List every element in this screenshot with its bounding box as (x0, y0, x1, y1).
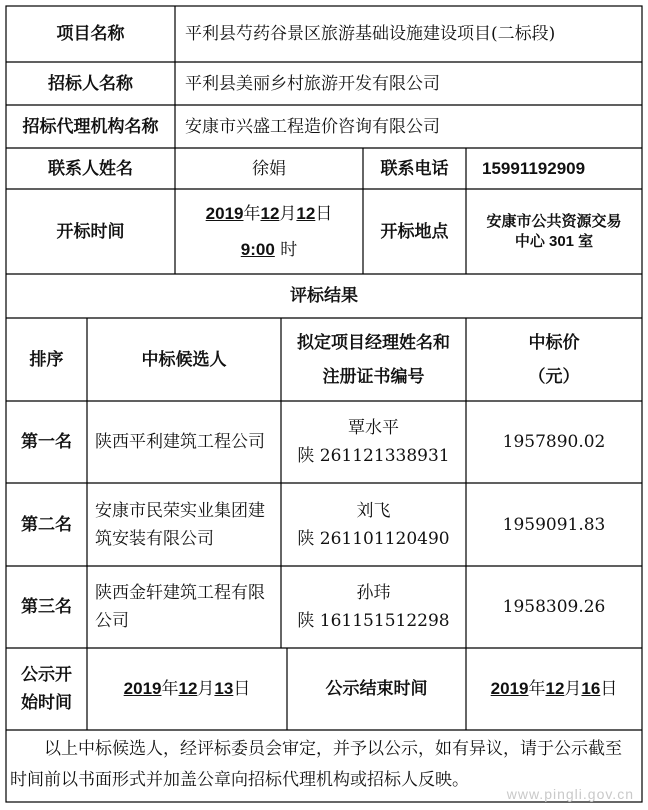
contact-value: 徐娟 (252, 158, 286, 179)
unit-day: 日 (315, 203, 333, 224)
manager-3-cert: 陕 161151512298 (297, 611, 450, 631)
manager-1-cert: 陕 261121338931 (297, 446, 450, 466)
manager-3 (281, 566, 466, 648)
publicity-end-value (466, 648, 642, 730)
tenderer-value: 平利县美丽乡村旅游开发有限公司 (185, 73, 440, 94)
price-2: 1959091.83 (502, 514, 606, 535)
header-rank: 排序 (29, 349, 64, 370)
unit-year: 年 (243, 203, 261, 224)
manager-1-name: 覃水平 (348, 418, 399, 438)
header-price (466, 318, 642, 401)
publicity-start-month: 12 (178, 679, 198, 698)
header-manager-line1: 拟定项目经理姓名和 (297, 332, 450, 353)
agency-label: 招标代理机构名称 (22, 116, 159, 137)
candidate-2: 安康市民荣实业集团建筑安装有限公司 (95, 500, 265, 549)
open-year: 2019 (205, 203, 244, 223)
header-manager (281, 318, 466, 401)
unit-month: 月 (279, 203, 297, 224)
project-name-value: 平利县芍药谷景区旅游基础设施建设项目(二标段) (185, 24, 556, 44)
price-1: 1957890.02 (502, 432, 606, 452)
price-3: 1958309.26 (502, 597, 606, 617)
unit-year: 年 (528, 679, 546, 699)
project-name-label: 项目名称 (56, 24, 125, 44)
open-place-value (466, 189, 642, 274)
manager-3-name: 孙玮 (356, 583, 391, 603)
publicity-start-day: 13 (214, 679, 234, 698)
publicity-start-label (6, 648, 87, 730)
rank-1: 第一名 (21, 432, 72, 452)
unit-month: 月 (197, 679, 215, 699)
open-clock-line (241, 236, 297, 264)
notice-text: 以上中标候选人，经评标委员会审定，并予以公示，如有异议，请于公示截至时间前以书面形式并加盖公章向招标代理机构或招标人反映。 (10, 739, 622, 790)
header-price-line1: 中标价 (528, 332, 580, 353)
open-clock: 9:00 (240, 239, 275, 259)
manager-1 (281, 401, 466, 483)
publicity-end-year: 2019 (490, 679, 529, 698)
manager-2-name: 刘飞 (356, 500, 391, 521)
publicity-start-year: 2019 (123, 679, 162, 698)
open-date-line (206, 200, 333, 228)
tenderer-label: 招标人名称 (48, 73, 133, 94)
unit-day: 日 (233, 679, 251, 699)
open-time-value (175, 189, 363, 274)
open-place-line1: 安康市公共资源交易 (486, 212, 622, 230)
phone-label: 联系电话 (380, 158, 449, 179)
open-place-label: 开标地点 (380, 221, 449, 242)
contact-label: 联系人姓名 (48, 158, 133, 179)
open-month: 12 (260, 203, 280, 223)
unit-year: 年 (161, 679, 179, 699)
rank-3: 第三名 (21, 597, 72, 617)
candidate-3: 陕西金轩建筑工程有限公司 (95, 583, 265, 631)
open-place-line2: 中心 301 室 (514, 232, 594, 250)
candidate-1: 陕西平利建筑工程公司 (95, 432, 265, 452)
watermark-text: www.pingli.gov.cn (506, 786, 634, 802)
unit-day: 日 (600, 679, 618, 699)
publicity-end-day: 16 (581, 679, 601, 698)
open-time-label: 开标时间 (56, 221, 125, 242)
manager-2-cert: 陕 261101120490 (297, 528, 450, 549)
agency-value: 安康市兴盛工程造价咨询有限公司 (185, 116, 440, 137)
phone-value: 15991192909 (482, 158, 586, 178)
manager-2 (281, 483, 466, 566)
publicity-start-label-line1: 公示开 (21, 665, 72, 685)
publicity-end-month: 12 (545, 679, 565, 698)
publicity-start-label-line2: 始时间 (21, 693, 72, 713)
header-candidate: 中标候选人 (141, 349, 227, 370)
unit-month: 月 (564, 679, 582, 699)
unit-hour: 时 (280, 239, 298, 260)
header-price-line2: （元） (528, 366, 580, 387)
publicity-end-label: 公示结束时间 (325, 679, 428, 699)
publicity-start-value (87, 648, 287, 730)
results-title: 评标结果 (290, 286, 358, 306)
rank-2: 第二名 (21, 514, 72, 535)
open-day: 12 (296, 203, 316, 223)
header-manager-line2: 注册证书编号 (322, 366, 425, 387)
